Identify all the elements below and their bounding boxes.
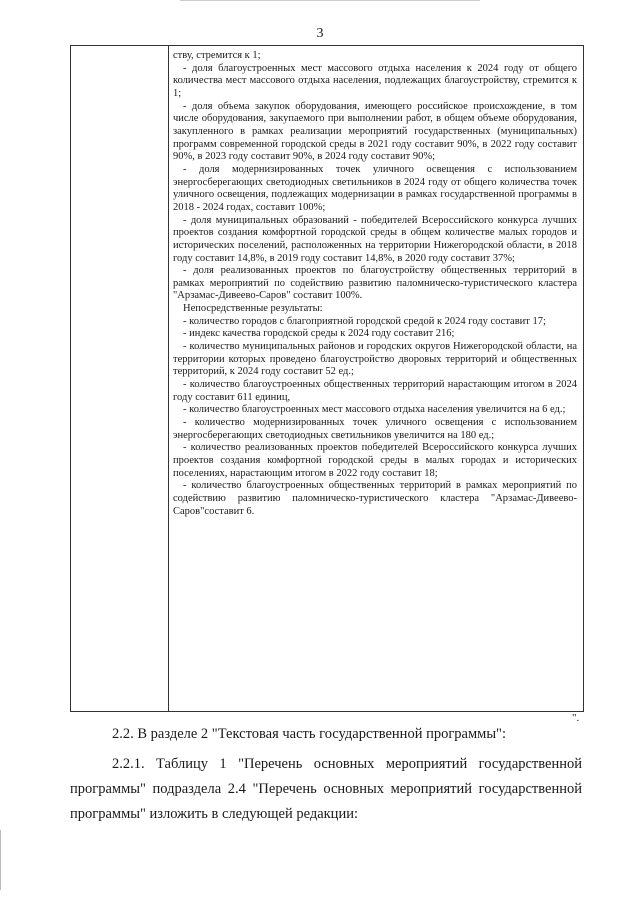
paragraph-2-2: 2.2. В разделе 2 "Текстовая часть государственной программы":: [112, 726, 507, 742]
cell-paragraph: - количество городов с благоприятной городской средой к 2024 году составит 17;: [183, 315, 546, 327]
scan-edge-mark: [180, 0, 480, 1]
cell-paragraph: - количество благоустроенных мест массового отдыха населения увеличится на 6 ед.;: [183, 404, 566, 416]
cell-paragraph: - доля муниципальных образований - победителей Всероссийского конкурса лучших проектов создания комфортной городской среды в общем количестве малых городов и исторических поселений, расположенных на территории Нижегородской области, в 2018 году составит 14,8%, в 2019 году составит 14,8%, в 2020 году составит 37%;: [173, 214, 577, 264]
section-heading-paragraph: [70, 722, 582, 747]
indicators-table: [70, 45, 584, 712]
cell-paragraph: - количество реализованных проектов победителей Всероссийского конкурса лучших проектов создания комфортной городской среды в малых городах и исторических поселениях, нарастающим итогом в 2022 году составит 18;: [173, 442, 577, 479]
cell-paragraph: ству, стремится к 1;: [173, 50, 261, 61]
page-number: 3: [316, 26, 324, 41]
closing-quote: ".: [572, 712, 580, 724]
scan-edge-mark: [0, 830, 3, 890]
cell-paragraph: - количество благоустроенных общественных территорий в рамках мероприятий по содействию развитию паломническо-туристического кластера "Арзамас-Дивеево-Саров"составит 6.: [173, 480, 577, 517]
cell-paragraph: - доля объема закупок оборудования, имеющего российское происхождение, в том числе оборудования, закупаемого при выполнении работ, в общем объеме оборудования, закупленного в рамках реализации мероприятий государственных (муниципальных) программ современной городской среды в 2021 году составит 90%, в 2022 году составит 90%, в 2023 году составит 90%, в 2024 году составит 90%;: [173, 100, 577, 163]
cell-paragraph: - доля модернизированных точек уличного освещения с использованием энергосберегающих светодиодных светильников в 2024 году от общего количества точек уличного освещения, подлежащих модернизации в рамках государственной программы в 2018 - 2024 годах, составит 100%;: [173, 163, 577, 213]
table-cell-text: [173, 50, 577, 518]
table-column-divider: [168, 46, 169, 711]
cell-paragraph: Непосредственные результаты:: [183, 303, 323, 315]
cell-paragraph: - количество благоустроенных общественных территорий нарастающим итогом в 2024 году составит 611 единиц,: [173, 379, 577, 403]
cell-paragraph: - количество модернизированных точек уличного освещения с использованием энергосберегающих светодиодных светильников увеличится на 180 ед.;: [173, 417, 577, 441]
cell-paragraph: - количество муниципальных районов и городских округов Нижегородской области, на территории которых проведено благоустройство дворовых территорий и общественных территорий, к 2024 году составит 52 ед.;: [173, 341, 577, 378]
cell-paragraph: - доля реализованных проектов по благоустройству общественных территорий в рамках мероприятий по содействию развитию паломническо-туристического кластера "Арзамас-Дивеево-Саров" составит 100%.: [173, 265, 577, 302]
cell-paragraph: - индекс качества городской среды к 2024 году составит 216;: [183, 328, 455, 340]
instruction-paragraph: [70, 752, 582, 827]
cell-paragraph: - доля благоустроенных мест массового отдыха населения к 2024 году от общего количества мест массового отдыха населения, подлежащих благоустройству, стремится к 1;: [173, 62, 577, 99]
paragraph-2-2-1: 2.2.1. Таблицу 1 "Перечень основных мероприятий государственной программы" подраздела 2.4 "Перечень основных мероприятий государственной программы" изложить в следующей редакции:: [70, 756, 582, 822]
